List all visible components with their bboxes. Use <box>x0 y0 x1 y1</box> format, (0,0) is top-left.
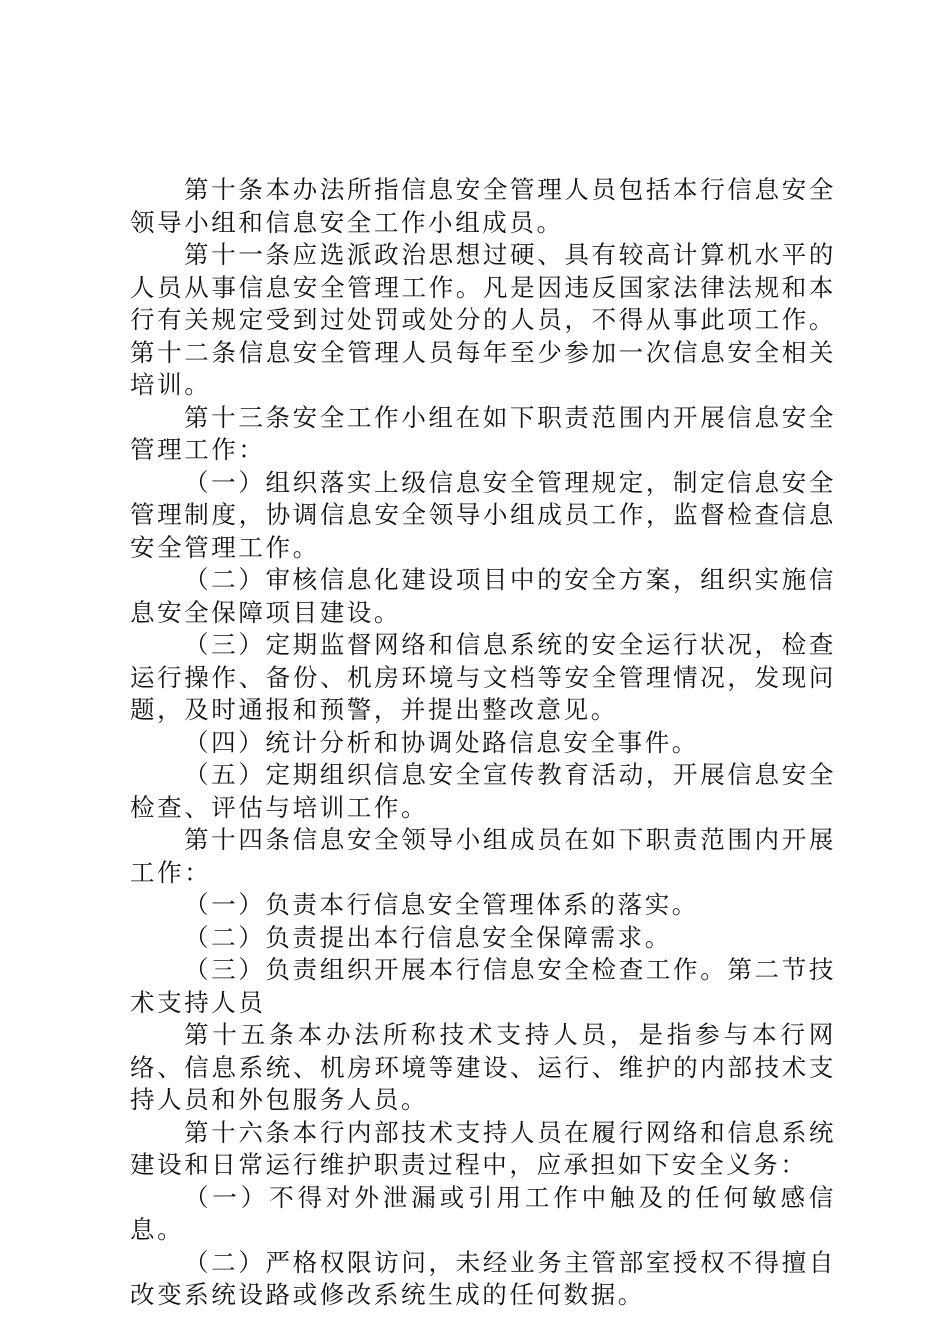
paragraph-article-13-item-5: （五）定期组织信息安全宣传教育活动，开展信息安全检查、评估与培训工作。 <box>130 760 836 822</box>
paragraph-article-16: 第十六条本行内部技术支持人员在履行网络和信息系统建设和日常运行维护职责过程中，应承担如下安全义务： <box>130 1117 836 1179</box>
paragraph-article-14-item-1: （一）负责本行信息安全管理体系的落实。 <box>184 890 699 919</box>
paragraph-article-13-item-4: （四）统计分析和协调处路信息安全事件。 <box>184 727 699 757</box>
paragraph-article-16-item-2: （二）严格权限访问，未经业务主管部室授权不得擅自改变系统设路或修改系统生成的任何数据。 <box>130 1247 836 1309</box>
paragraph-article-14: 第十四条信息安全领导小组成员在如下职责范围内开展工作： <box>130 825 836 887</box>
paragraph-article-13-item-2: （二）审核信息化建设项目中的安全方案，组织实施信息安全保障项目建设。 <box>130 565 836 627</box>
paragraph-article-14-item-2: （二）负责提出本行信息安全保障需求。 <box>184 922 672 952</box>
paragraph-article-13-item-1: （一）组织落实上级信息安全管理规定，制定信息安全管理制度，协调信息安全领导小组成员工作，监督检查信息安全管理工作。 <box>130 467 836 562</box>
paragraph-article-16-item-1: （一）不得对外泄漏或引用工作中触及的任何敏感信息。 <box>130 1182 836 1244</box>
paragraph-article-14-item-3: （三）负责组织开展本行信息安全检查工作。第二节技术支持人员 <box>130 955 836 1017</box>
paragraph-article-15: 第十五条本办法所称技术支持人员，是指参与本行网络、信息系统、机房环境等建设、运行、维护的内部技术支持人员和外包服务人员。 <box>130 1020 836 1114</box>
paragraph-article-13-item-3: （三）定期监督网络和信息系统的安全运行状况，检查运行操作、备份、机房环境与文档等安全管理情况，发现问题，及时通报和预警，并提出整改意见。 <box>130 630 836 724</box>
paragraph-article-11-12: 第十一条应选派政治思想过硬、具有较高计算机水平的人员从事信息安全管理工作。凡是因违反国家法律法规和本行有关规定受到过处罚或处分的人员，不得从事此项工作。第十二条信息安全管理人员每年至少参加一次信息安全相关培训。 <box>130 240 836 399</box>
paragraph-article-13: 第十三条安全工作小组在如下职责范围内开展信息安全管理工作： <box>130 402 836 464</box>
document-body <box>130 174 836 1312</box>
paragraph-article-10: 第十条本办法所指信息安全管理人员包括本行信息安全领导小组和信息安全工作小组成员。 <box>130 175 836 237</box>
